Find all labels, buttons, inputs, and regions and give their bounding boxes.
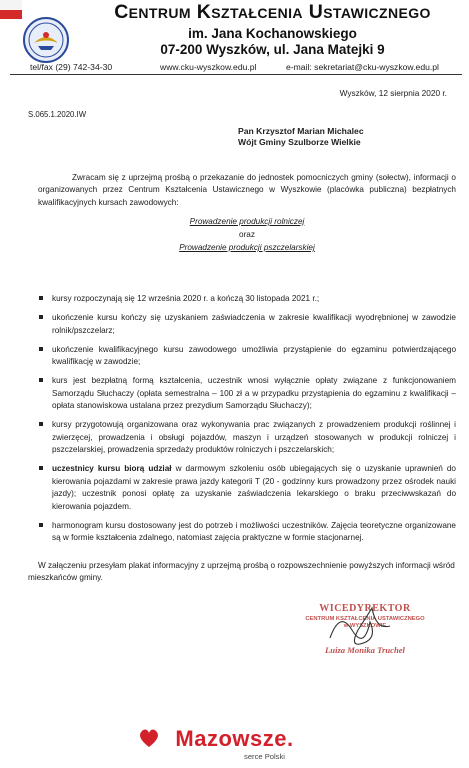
bullet-icon xyxy=(39,315,43,319)
stamp-title: WICEDYREKTOR xyxy=(319,603,411,614)
list-item-text: harmonogram kursu dostosowany jest do potrzeb i możliwości uczestników. Zajęcia teoretyczne organizowane są w formie kształcenia zdalnego, natomiast zajęcia praktyczne w formie stacjonarnej. xyxy=(52,520,456,543)
bullet-icon xyxy=(39,422,43,426)
list-item xyxy=(38,419,456,456)
list-item xyxy=(38,312,456,337)
list-item xyxy=(38,520,456,545)
intro-text: Zwracam się z uprzejmą prośbą o przekazanie do jednostek pomocniczych gminy (sołectw), informacji o organizowanych przez Centrum Kształcenia Ustawicznego w Wyszkowie (placówka publiczna) bezpłatnych kwalifikacyjnych kursach zawodowych: xyxy=(38,173,456,207)
website-link[interactable]: www.cku-wyszkow.edu.pl xyxy=(160,62,257,72)
list-item-text: w darmowym szkoleniu osób ubiegających się o uzyskanie uprawnień do kierowania pojazdami w zakresie prawa jazdy kategorii T (20 - godzinny kurs prowadzony przez ośrodek nauki jazdy); uczestnik ponosi opłatę za uzyskanie zaświadczenia lekarskiego o braku przeciwwskazań do kierowania pojazdem. xyxy=(52,464,456,511)
mazowsze-tagline: serce Polski xyxy=(244,752,285,761)
bullet-icon xyxy=(39,466,43,470)
list-item-text: ukończenie kwalifikacyjnego kursu zawodowego umożliwia przystąpienie do egzaminu potwierdzającego kwalifikację w zawodzie; xyxy=(52,344,456,367)
signature-scribble-icon xyxy=(300,600,420,650)
list-item xyxy=(38,293,456,305)
bullet-icon xyxy=(39,523,43,527)
stamp-line-2: w WYSZKOWIE xyxy=(343,623,387,629)
list-item-text: kurs jest bezpłatną formą kształcenia, uczestnik wnosi wyłącznie opłaty związane z funkcjonowaniem Samorządu Słuchaczy (opłata semestralna – 100 zł a w przypadku przystąpienia do egzaminu z kwalifikacji – opłata stanowiskowa ustalana przez prezydium Samorządu Słuchaczy); xyxy=(52,376,456,411)
list-item-text: kursy przygotowują organizowana oraz wykonywania prac związanych z prowadzeniem produkcji roślinnej i zwierzęcej, prowadzenia i obsługi pojazdów, maszyn i urządzeń stosowanych w produkcji rolniczej i pszczelarskiej, prowadzenia sprzedaży produktów rolniczych i pszczelarskich; xyxy=(52,420,456,455)
flag-red-stripe xyxy=(0,10,22,19)
email-link[interactable]: e-mail: sekretariat@cku-wyszkow.edu.pl xyxy=(286,62,439,72)
school-logo-icon xyxy=(22,16,70,64)
institution-name: Centrum Kształcenia Ustawicznego xyxy=(114,1,431,23)
intro-paragraph xyxy=(38,172,456,209)
bullet-icon xyxy=(39,347,43,351)
recipient-title: Wójt Gminy Szulborze Wielkie xyxy=(238,137,361,147)
closing-paragraph xyxy=(28,560,456,585)
list-item xyxy=(38,375,456,412)
course-name-2: Prowadzenie produkcji pszczelarskiej xyxy=(179,243,315,252)
list-item-text: kursy rozpoczynają się 12 września 2020 r. a kończą 30 listopada 2021 r.; xyxy=(52,294,320,303)
reference-number: S.065.1.2020.IW xyxy=(28,110,87,119)
conjunction: oraz xyxy=(239,230,255,239)
institution-address: 07-200 Wyszków, ul. Jana Matejki 9 xyxy=(160,42,385,57)
bullet-icon xyxy=(39,378,43,382)
recipient-name: Pan Krzysztof Marian Michalec xyxy=(238,126,364,136)
phone-fax: tel/fax (29) 742-34-30 xyxy=(30,62,113,72)
list-item-bold: uczestnicy kursu biorą udział xyxy=(52,464,172,474)
institution-patron: im. Jana Kochanowskiego xyxy=(188,26,357,41)
header-divider xyxy=(10,74,462,75)
course-name-1: Prowadzenie produkcji rolniczej xyxy=(189,217,305,226)
mazowsze-brand: Mazowsze. xyxy=(175,726,294,751)
list-item-text: ukończenie kursu kończy się uzyskaniem zaświadczenia w zakresie kwalifikacji wyodrębnionej w zawodzie rolnik/pszczelarz; xyxy=(52,313,456,335)
course-details-list xyxy=(38,293,456,551)
closing-text: W załączeniu przesyłam plakat informacyjny z uprzejmą prośbą o rozpowszechnienie powyższych informacji wśród mieszkańców gminy. xyxy=(28,561,455,583)
stamp-line-1: CENTRUM KSZTAŁCENIA USTAWICZNEGO xyxy=(305,616,425,622)
list-item xyxy=(38,463,456,513)
signatory-name: Luiza Monika Truchel xyxy=(325,645,405,655)
list-item xyxy=(38,344,456,369)
bullet-icon xyxy=(39,296,43,300)
place-date: Wyszków, 12 sierpnia 2020 r. xyxy=(339,88,447,98)
